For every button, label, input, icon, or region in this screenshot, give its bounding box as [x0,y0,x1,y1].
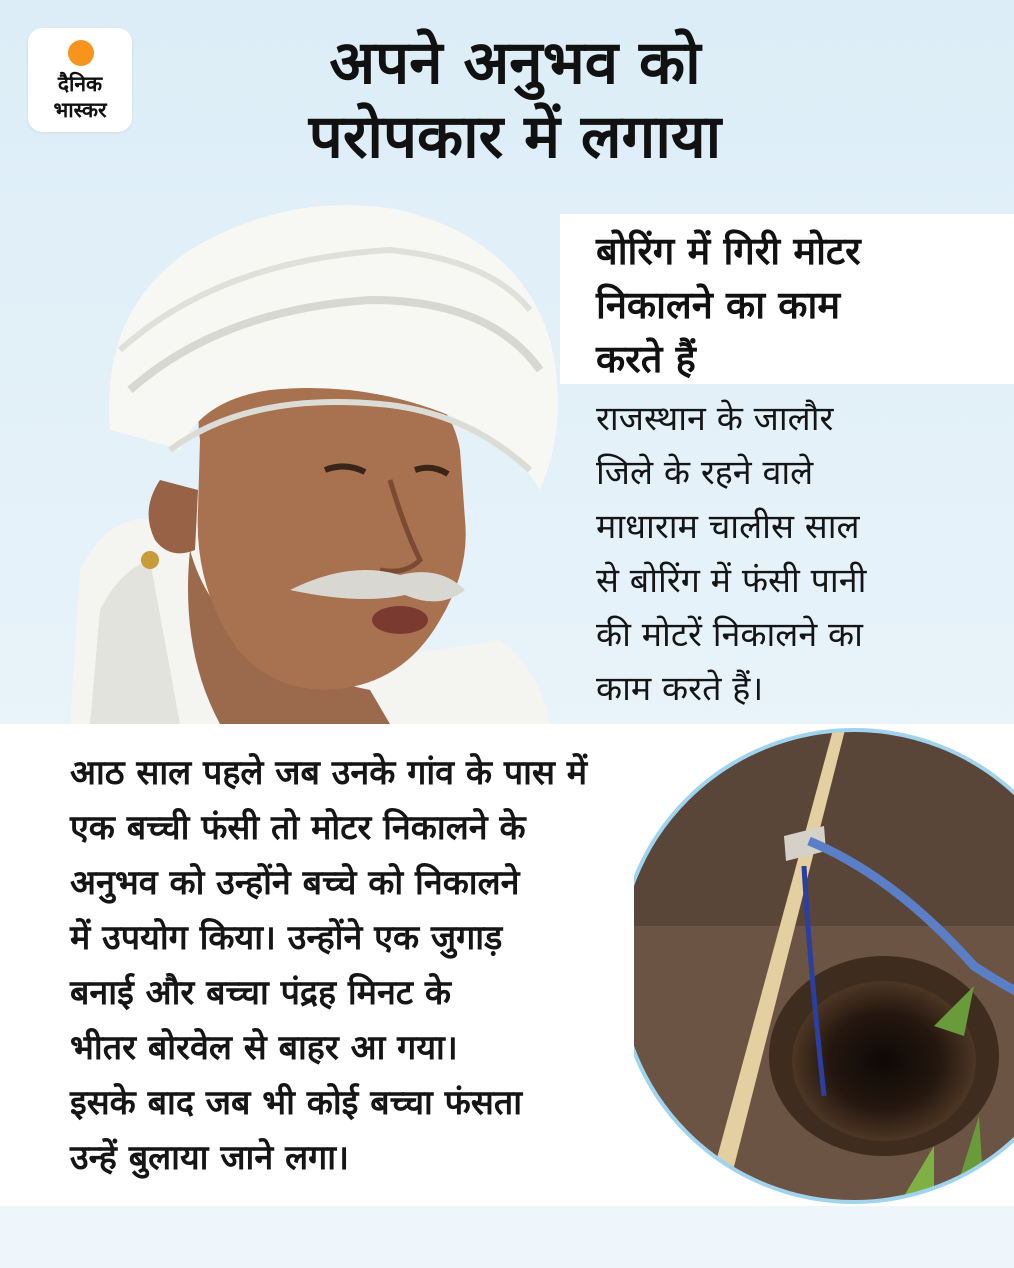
intro-line: माधाराम चालीस साल [596,507,860,547]
subheading-line: बोरिंग में गिरी मोटर [596,229,861,273]
intro-line: से बोरिंग में फंसी पानी [596,561,867,601]
story-line: अनुभव को उन्होंने बच्चे को निकालने [70,863,520,903]
story-line: उन्हें बुलाया जाने लगा। [70,1138,349,1178]
borewell-photo [634,726,1014,1206]
intro-line: काम करते हैं। [596,669,764,709]
intro-line: राजस्थान के जालौर [596,399,834,439]
sun-icon [68,40,94,66]
story-line: आठ साल पहले जब उनके गांव के पास में [70,753,588,793]
subheading-line: निकालने का काम [596,283,841,327]
story-line: इसके बाद जब भी कोई बच्चा फंसता [70,1083,523,1123]
story-line: भीतर बोरवेल से बाहर आ गया। [70,1028,458,1068]
intro-line: की मोटरें निकालने का [596,615,863,655]
story-line: बनाई और बच्चा पंद्रह मिनट के [70,973,451,1013]
portrait-photo [70,190,580,724]
logo-text-line2: भास्कर [53,98,107,122]
headline-line-1: अपने अनुभव को [329,28,701,98]
logo-text-line1: दैनिक [57,72,103,96]
story-line: में उपयोग किया। उन्होंने एक जुगाड़ [70,918,503,958]
intro-line: जिले के रहने वाले [596,453,814,493]
dainik-bhaskar-logo [28,28,132,132]
subheading-line: करते हैं [596,337,696,381]
headline-line-2: परोपकार में लगाया [308,102,722,172]
story-line: एक बच्ची फंसी तो मोटर निकालने के [70,808,526,848]
